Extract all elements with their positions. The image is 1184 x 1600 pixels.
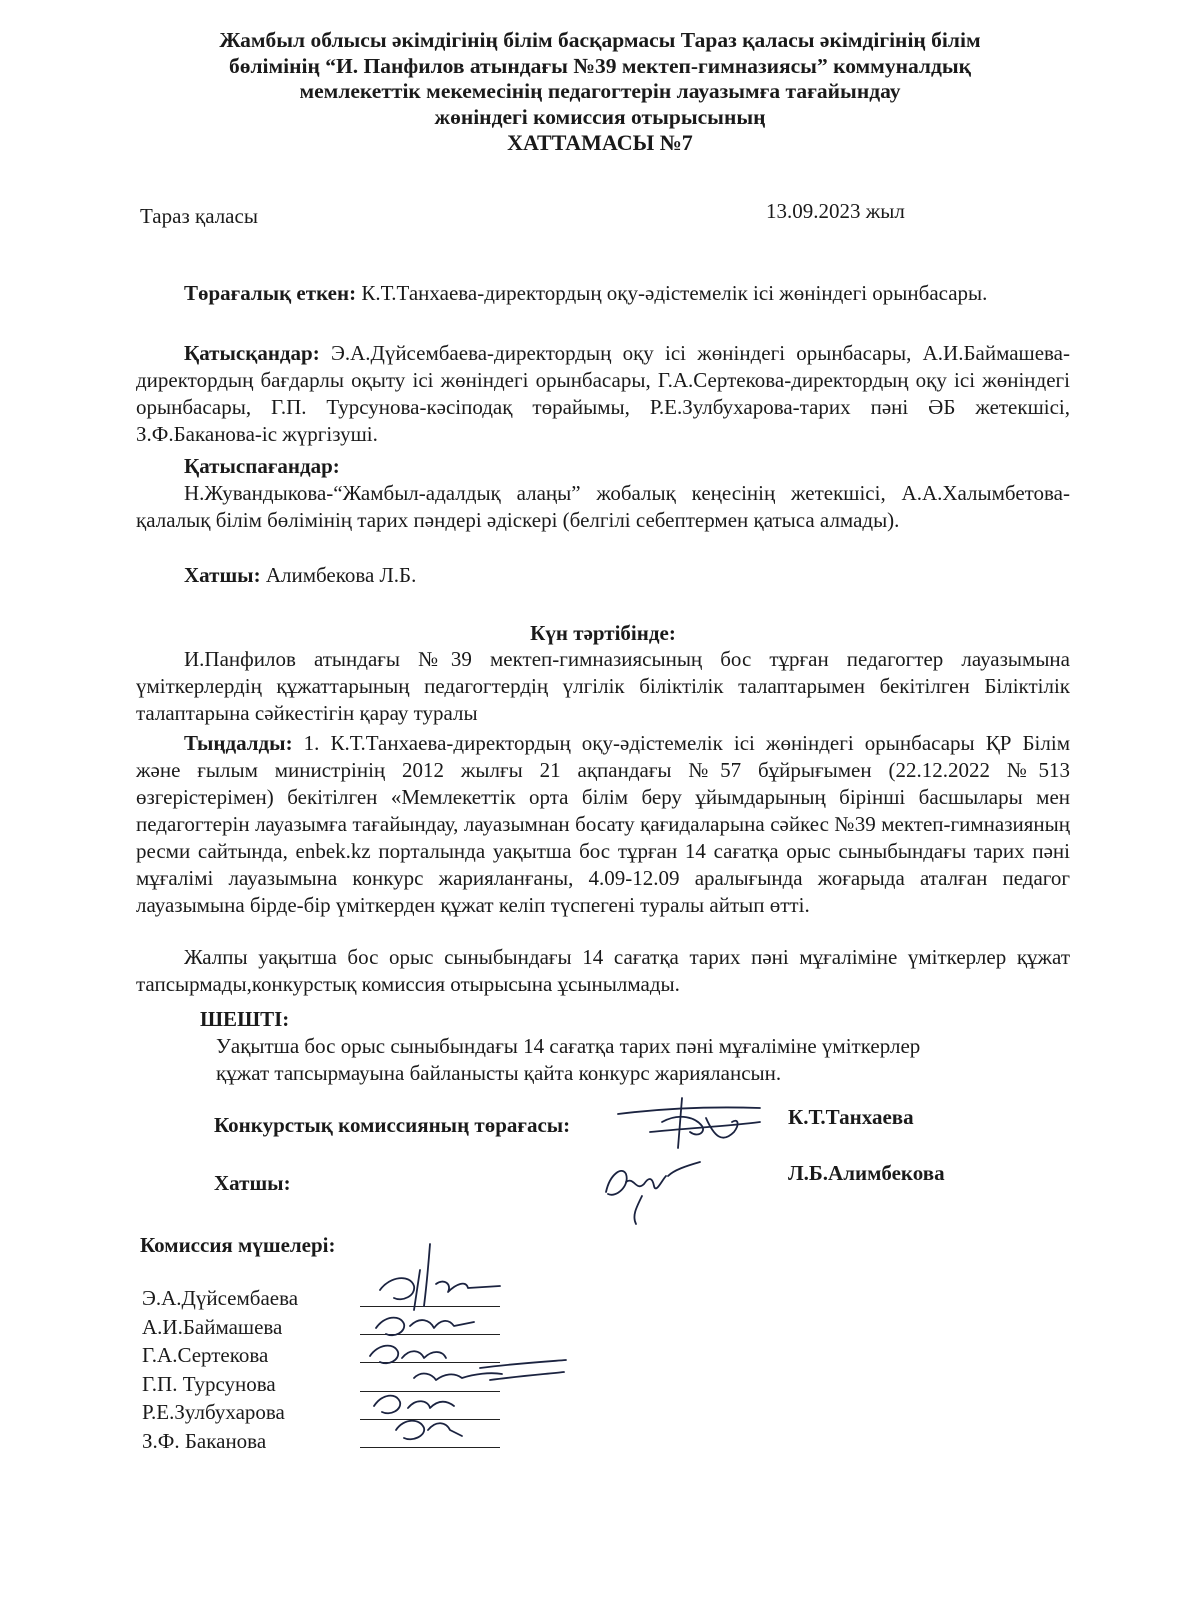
chair-text: К.Т.Танхаева-директордың оқу-әдістемелік ісі жөніндегі орынбасары. <box>356 281 988 305</box>
absent-text: Н.Жувандыкова-“Жамбыл-адалдық алаңы” жобалық кеңесінің жетекшісі, А.А.Халымбетова-қалалық білім бөлімінің тарих пәндері әдіскері (белгілі себептермен қатыса алмады). <box>136 481 1070 532</box>
attendees-text: Э.А.Дүйсембаева-директордың оқу ісі жөніндегі орынбасары, А.И.Баймашева-директордың бағдарлы оқыту ісі жөніндегі орынбасары, Г.А.Сертекова-директордың оқу ісі жөніндегі орынбасары, Г.П. Турсунова-кәсіподақ төрайымы, Р.Е.Зулбухарова-тарих пәні ӘБ жетекшісі, З.Ф.Баканова-іс жүргізуші. <box>136 341 1070 446</box>
document-title: ХАТТАМАСЫ №7 <box>507 130 693 155</box>
chair-label: Төрағалық еткен: <box>184 281 357 305</box>
member-name: Э.А.Дүйсембаева <box>142 1286 299 1310</box>
secretary-label: Хатшы: <box>184 563 261 587</box>
member-name: А.И.Баймашева <box>142 1314 283 1339</box>
member-name: Г.П. Турсунова <box>142 1371 276 1396</box>
chair-signature-name: К.Т.Танхаева <box>788 1105 914 1129</box>
chair-paragraph <box>136 280 1070 307</box>
date: 13.09.2023 жыл <box>766 199 905 223</box>
header-line: жөніндегі комиссия отырысының <box>434 104 766 129</box>
member-name: З.Ф. Баканова <box>142 1428 267 1453</box>
members-signatures-icon <box>350 1240 600 1450</box>
member-name: Р.Е.Зулбухарова <box>142 1400 285 1424</box>
secretary-signature-icon <box>596 1146 716 1230</box>
secretary-signature-name: Л.Б.Алимбекова <box>788 1161 945 1185</box>
decision-line: құжат тапсырмауына байланысты қайта конкурс жариялансын. <box>216 1061 782 1085</box>
header-line: Жамбыл облысы әкімдігінің білім басқармасы Тараз қаласы әкімдігінің білім <box>219 28 981 52</box>
members-title: Комиссия мүшелері: <box>140 1233 336 1257</box>
heard-paragraph <box>136 730 1070 919</box>
header-line: бөлімінің “И. Панфилов атындағы №39 мектеп-гимназиясы” коммуналдық <box>228 53 972 78</box>
agenda-text: И.Панфилов атындағы №39 мектеп-гимназиясының бос тұрған педагогтер лауазымына үміткерлердің құжаттарының педагогтердің үлгілік біліктілік талаптарымен бекітілген Біліктілік талаптарына сәйкестігін қарау туралы <box>136 647 1070 725</box>
members-list <box>142 1284 298 1455</box>
chair-signature-label: Конкурстық комиссияның төрағасы: <box>214 1113 571 1137</box>
heard-label: Тыңдалды: <box>184 731 293 755</box>
place: Тараз қаласы <box>140 204 258 228</box>
heard-text: 1. К.Т.Танхаева-директордың оқу-әдістемелік ісі жөніндегі орынбасары ҚР Білім және ғылым министрінің 2012 жылғы 21 ақпандағы №57 бұйрығымен (22.12.2022 №513 өзгерістерімен) бекітілген «Мемлекеттік орта білім беру ұйымдарының бірінші басшылары мен педагогтерін лауазымға тағайындау, лауазымнан босату қағидаларына сәйкес №39 мектеп-гимназияның ресми сайтында, enbek.kz порталында уақытша бос тұрған 14 сағатқа орыс сыныбындағы тарих пәні мұғалімі лауазымына конкурс жарияланғаны, 4.09-12.09 аралығында жоғарыда аталған педагог лауазымына бірде-бір үміткерден құжат келіп түспегені туралы айтып өтті. <box>136 731 1070 917</box>
member-name: Г.А.Сертекова <box>142 1343 269 1367</box>
decision-block <box>200 1006 1070 1087</box>
secretary-paragraph <box>136 562 1070 589</box>
decision-line: Уақытша бос орыс сыныбындағы 14 сағатқа тарих пәні мұғаліміне үміткерлер <box>216 1034 921 1058</box>
absent-label-paragraph <box>136 453 1070 480</box>
document-header <box>130 28 1070 156</box>
secretary-signature-label: Хатшы: <box>214 1171 291 1195</box>
agenda-title: Күн тәртібінде: <box>530 621 676 645</box>
header-line: мемлекеттік мекемесінің педагогтерін лауазымға тағайындау <box>299 79 901 103</box>
secretary-text: Алимбекова Л.Б. <box>260 563 417 587</box>
attendees-label: Қатысқандар: <box>184 341 320 365</box>
attendees-paragraph <box>136 340 1070 448</box>
summary-paragraph: Жалпы уақытша бос орыс сыныбындағы 14 сағатқа тарих пәні мұғаліміне үміткерлер құжат тапсырмады,конкурстық комиссия отырысына ұсынылмады. <box>136 945 1070 996</box>
absent-label: Қатыспағандар: <box>184 454 340 478</box>
decision-label: ШЕШТІ: <box>200 1007 290 1031</box>
